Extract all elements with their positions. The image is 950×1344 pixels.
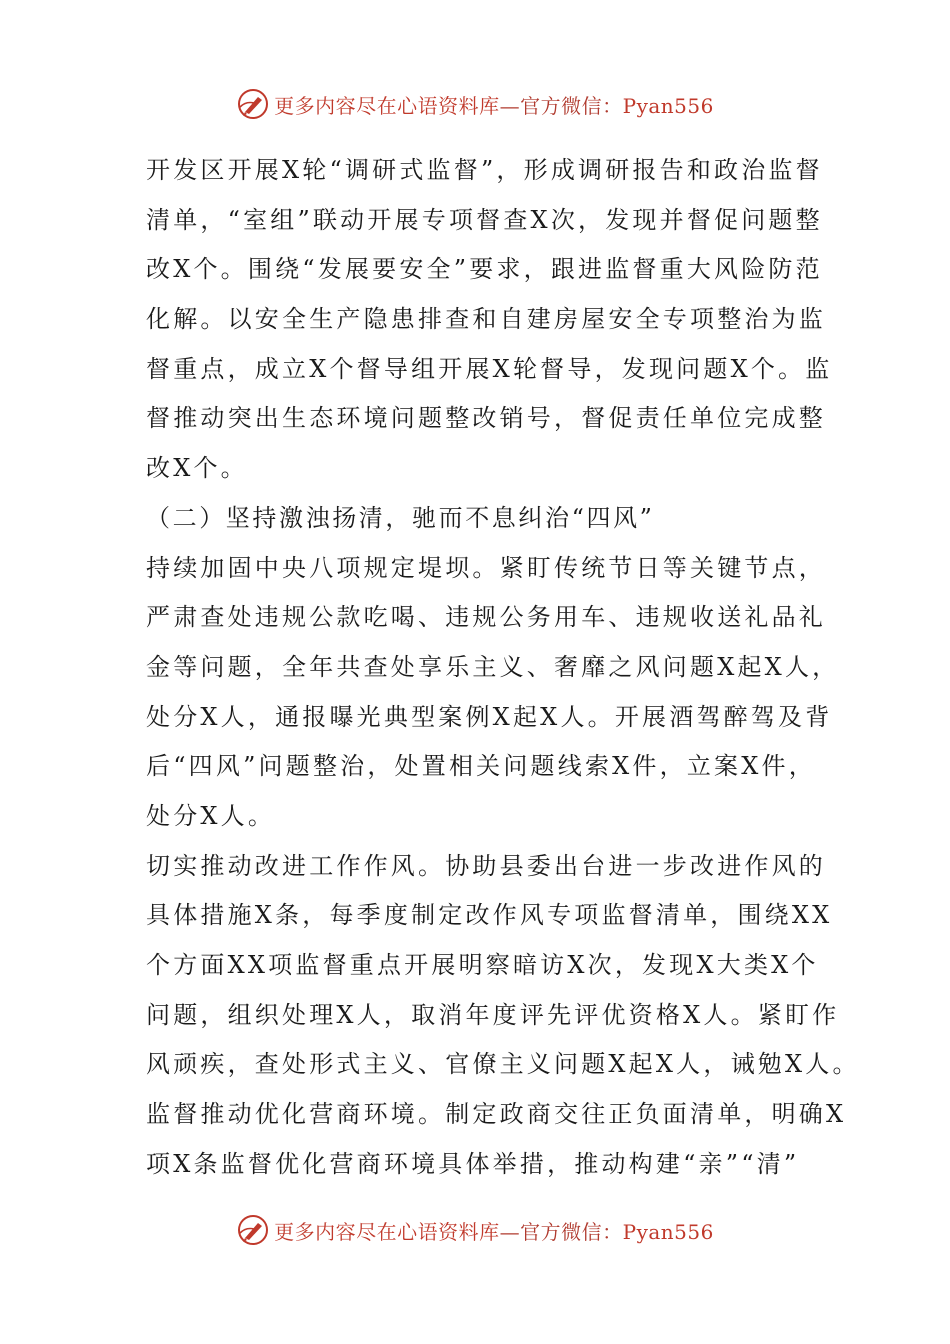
text-line-11: 金等问题，全年共查处享乐主义、奢靡之风问题X起X人， — [146, 652, 840, 681]
header-watermark-banner — [0, 84, 950, 124]
text-line-3: 改X个。围绕“发展要安全”要求，跟进监督重大风险防范 — [146, 255, 823, 284]
text-line-14: 处分X人。 — [146, 801, 276, 830]
text-line-13: 后“四风”问题整治，处置相关问题线索X件，立案X件， — [146, 752, 816, 781]
text-line-15: 切实推动改进工作作风。协助县委出台进一步改进作风的 — [146, 851, 826, 880]
text-line-20: 监督推动优化营商环境。制定政商交往正负面清单，明确X — [146, 1100, 847, 1129]
banner-text — [274, 90, 714, 119]
text-line-7: 改X个。 — [146, 454, 248, 483]
banner-separator: — — [499, 1219, 521, 1244]
pen-nib-logo-icon — [236, 1213, 270, 1247]
document-body — [146, 146, 860, 1189]
text-line-19: 风顽疾，查处形式主义、官僚主义问题X起X人，诫勉X人。 — [146, 1050, 860, 1079]
banner-text — [274, 1216, 714, 1245]
text-line-6: 督推动突出生态环境问题整改销号，督促责任单位完成整 — [146, 404, 826, 433]
section-heading: （二）坚持激浊扬清，驰而不息纠治“四风” — [146, 503, 655, 532]
banner-wechat-label: 官方微信： — [520, 93, 623, 118]
text-line-5: 督重点，成立X个督导组开展X轮督导，发现问题X个。监 — [146, 354, 833, 383]
banner-main-text: 更多内容尽在心语资料库 — [274, 1219, 500, 1244]
text-line-18: 问题，组织处理X人，取消年度评先评优资格X人。紧盯作 — [146, 1000, 840, 1029]
banner-separator: — — [499, 93, 521, 118]
text-line-2: 清单，“室组”联动开展专项督查X次，发现并督促问题整 — [146, 205, 823, 234]
text-line-16: 具体措施X条，每季度制定改作风专项监督清单，围绕XX — [146, 901, 833, 930]
pen-nib-logo-icon — [236, 87, 270, 121]
text-line-10: 严肃查处违规公款吃喝、违规公务用车、违规收送礼品礼 — [146, 603, 826, 632]
banner-wechat-id: Pyan556 — [622, 1219, 714, 1244]
banner-wechat-label: 官方微信： — [520, 1219, 623, 1244]
banner-wechat-id: Pyan556 — [622, 93, 714, 118]
banner-main-text: 更多内容尽在心语资料库 — [274, 93, 500, 118]
text-line-9: 持续加固中央八项规定堤坝。紧盯传统节日等关键节点， — [146, 553, 826, 582]
text-line-21: 项X条监督优化营商环境具体举措，推动构建“亲”“清” — [146, 1149, 800, 1178]
text-line-12: 处分X人，通报曝光典型案例X起X人。开展酒驾醉驾及背 — [146, 702, 833, 731]
text-line-4: 化解。以安全生产隐患排查和自建房屋安全专项整治为监 — [146, 305, 826, 334]
text-line-17: 个方面XX项监督重点开展明察暗访X次，发现X大类X个 — [146, 951, 819, 979]
footer-watermark-banner — [0, 1210, 950, 1250]
text-line-1: 开发区开展X轮“调研式监督”，形成调研报告和政治监督 — [146, 156, 823, 184]
